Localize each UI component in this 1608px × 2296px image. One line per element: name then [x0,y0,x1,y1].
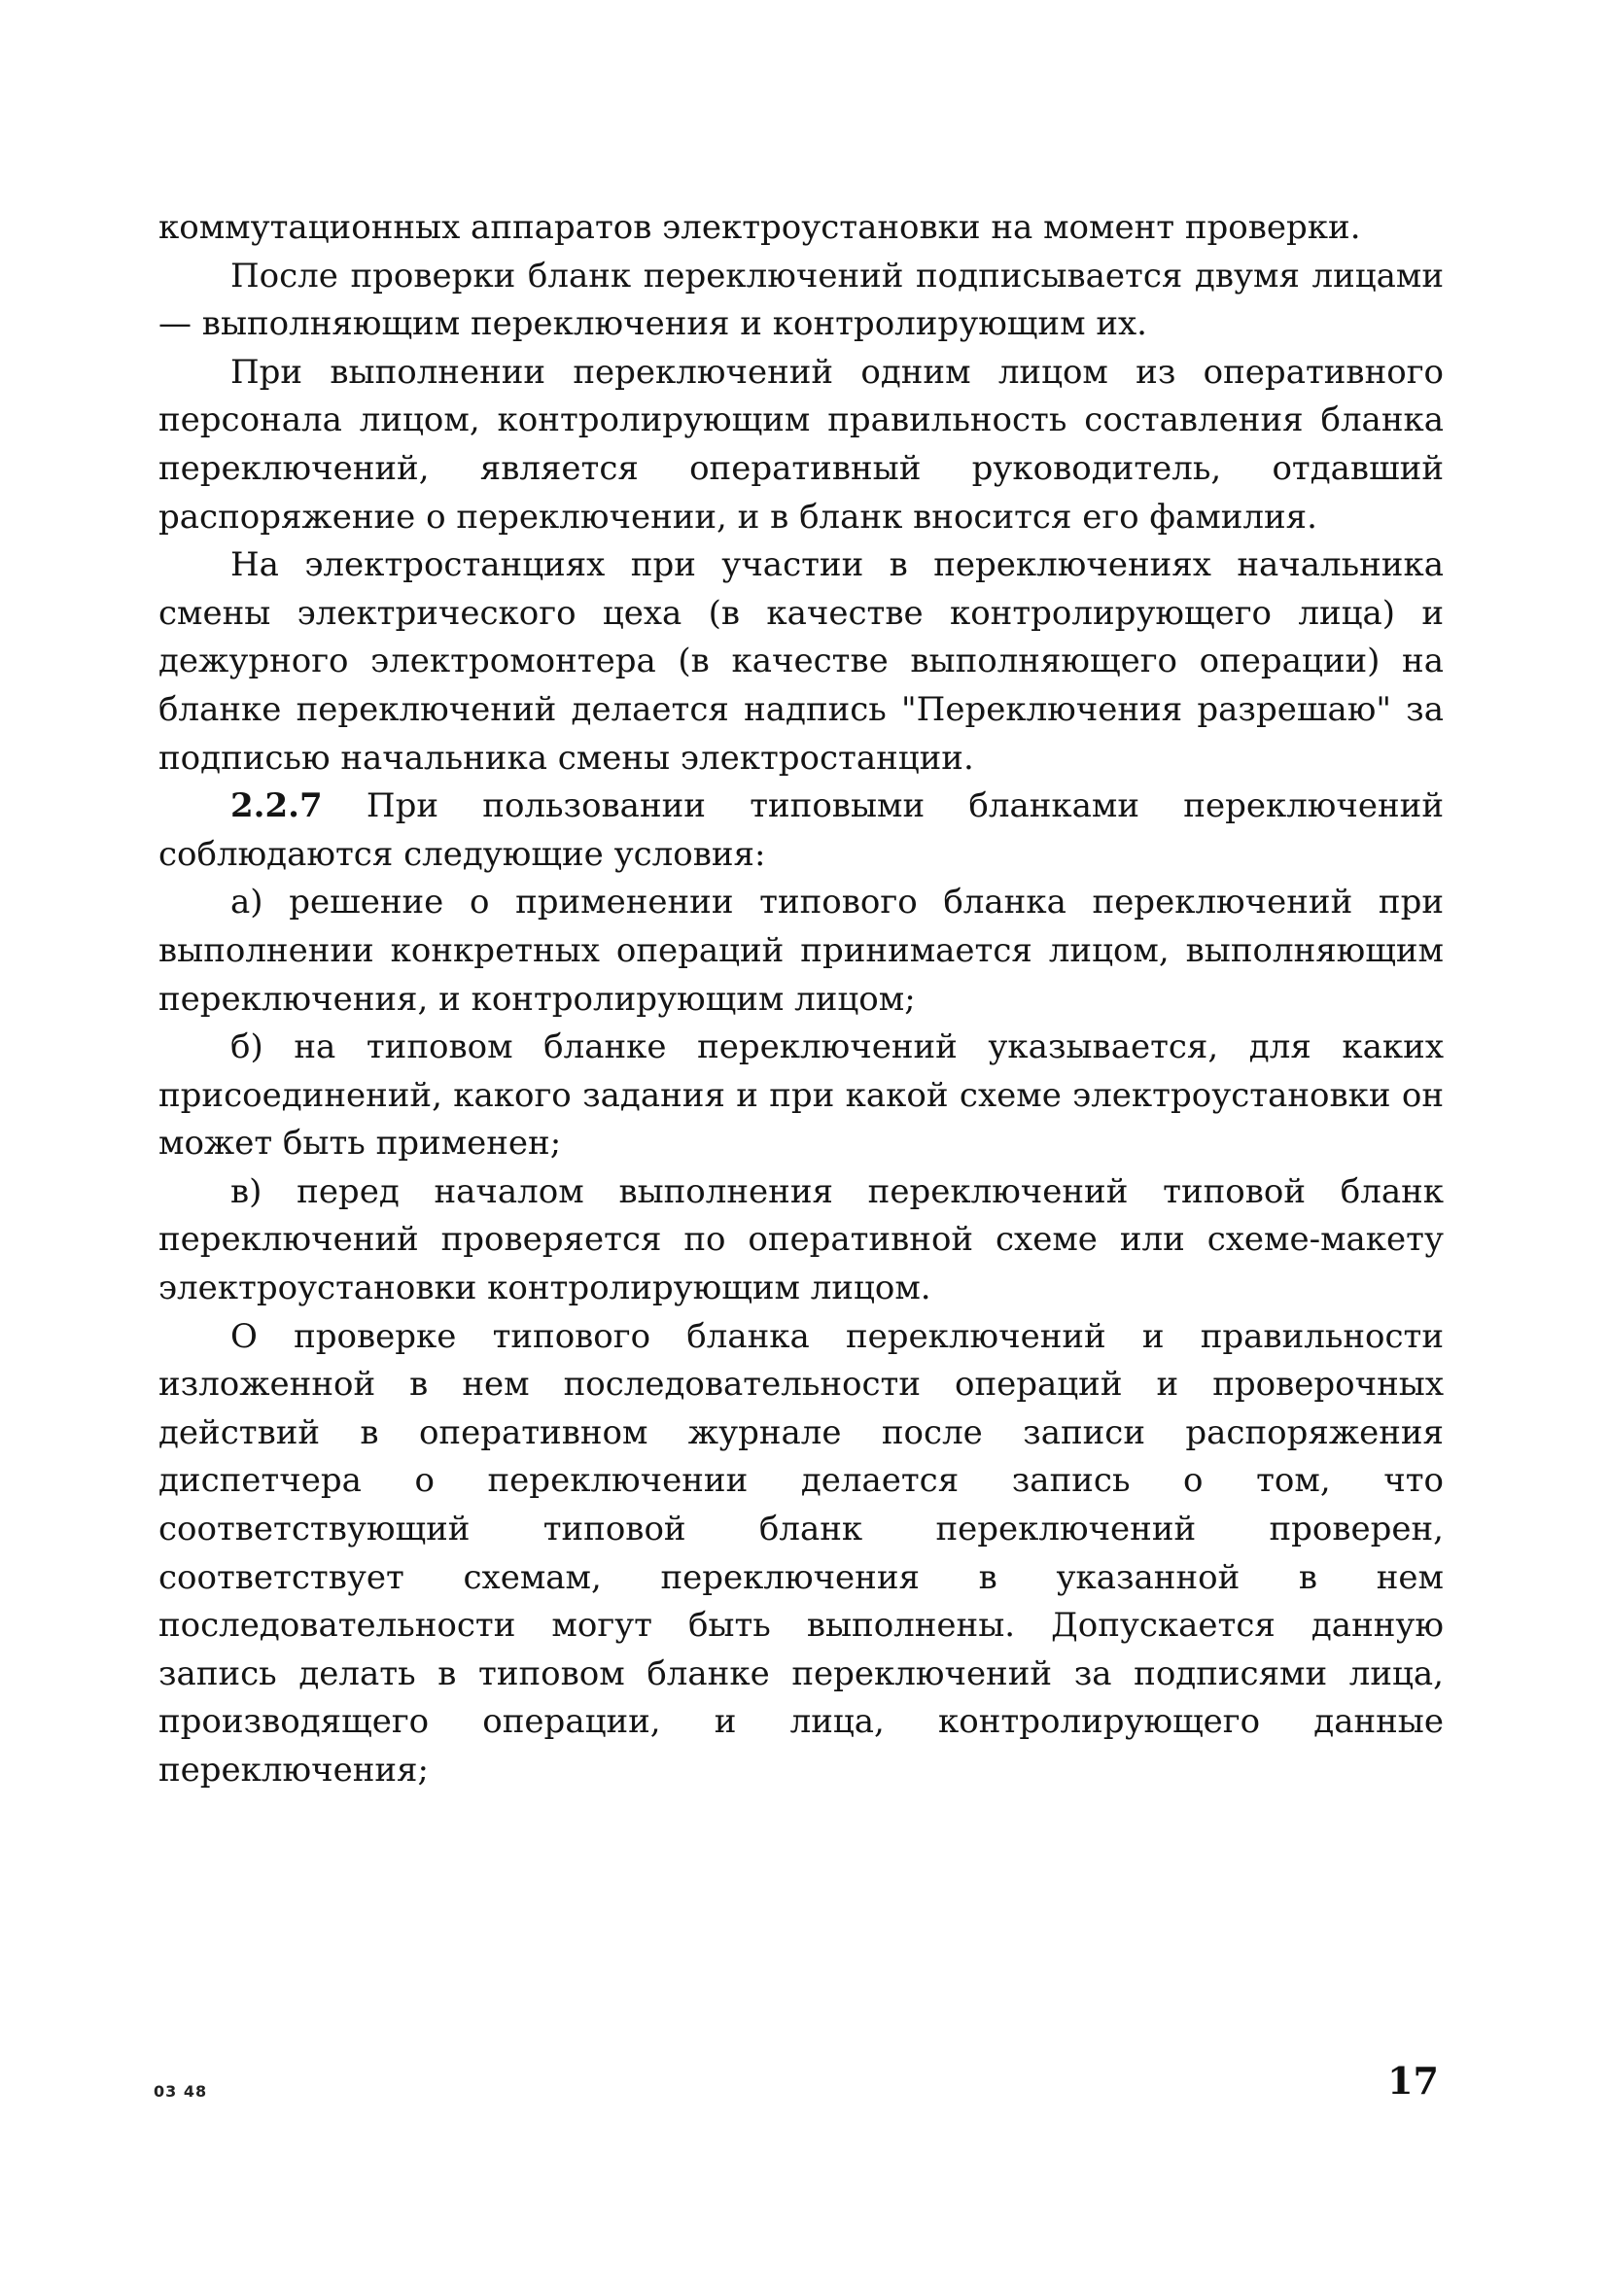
paragraph-single-person: При выполнении переключений одним лицом из оперативного персонала лицом, контролирующим правильность составления бланка переключений, является оперативный руководитель, отдавший распоряжение о переключении, и в бланк вносится его фамилия. [158,352,1444,537]
page-number: 17 [1387,2059,1439,2103]
list-item-v: в) перед началом выполнения переключений типовой бланк переключений проверяется по оперативной схеме или схеме-макету электроустановки контролирующим лицом. [158,1171,1444,1308]
paragraph-power-stations: На электростанциях при участии в переключениях начальника смены электрического цеха (в качестве контролирующего лица) и дежурного электромонтера (в качестве выполняющего операции) на бланке переключений делается надпись "Переключения разрешаю" за подписью начальника смены электростанции. [158,545,1444,778]
body-text [158,204,1444,1795]
list-item-b: б) на типовом бланке переключений указывается, для каких присоединений, какого задания и при какой схеме электроустановки он может быть применен; [158,1027,1444,1164]
clause-number: 2.2.7 [230,786,323,826]
footer-code: 03 48 [154,2082,208,2101]
paragraph-signing: После проверки бланк переключений подписывается двумя лицами — выполняющим переключения и контролирующим их. [158,256,1444,344]
paragraph-continuation: коммутационных аппаратов электроустановки на момент проверки. [158,208,1361,247]
clause-text: При пользовании типовыми бланками переключений соблюдаются следующие условия: [158,786,1444,874]
paragraph-verification: О проверке типового бланка переключений и правильности изложенной в нем последовательности операций и проверочных действий в оперативном журнале после записи распоряжения диспетчера о переключении делается запись о том, что соответствующий типовой бланк переключений проверен, соответствует схемам, переключения в указанной в нем последовательности могут быть выполнены. Допускается данную запись делать в типовом бланке переключений за подписями лица, производящего операции, и лица, контролирующего данные переключения; [158,1316,1444,1790]
list-item-a: а) решение о применении типового бланка переключений при выполнении конкретных операций принимается лицом, выполняющим переключения, и контролирующим лицом; [158,883,1444,1019]
clause-2-2-7 [158,783,1444,879]
